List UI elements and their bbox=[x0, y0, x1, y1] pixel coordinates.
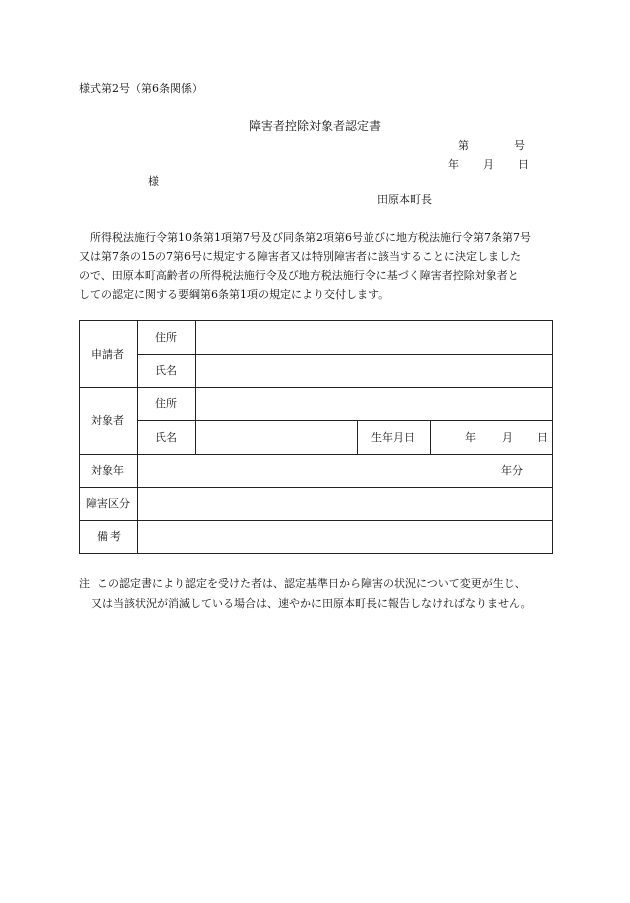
col-divider bbox=[430, 420, 431, 454]
certificate-form-table bbox=[79, 320, 553, 554]
number-prefix: 第 bbox=[458, 139, 469, 152]
row-divider bbox=[80, 487, 552, 488]
birth-year: 年 bbox=[465, 431, 476, 444]
date-month: 月 bbox=[483, 158, 494, 171]
col-divider bbox=[195, 321, 196, 454]
body-line: しての認定に関する要綱第6条第1項の規定により交付します。 bbox=[79, 288, 390, 301]
row-divider bbox=[80, 454, 552, 455]
form-number: 様式第2号（第6条関係） bbox=[79, 82, 203, 95]
remarks-label: 備考 bbox=[97, 530, 123, 543]
applicant-name-label: 氏名 bbox=[155, 364, 177, 377]
target-year-label: 対象年 bbox=[91, 464, 124, 477]
footnote-line: 又は当該状況が消滅している場合は、速やかに田原本町長に報告しなければなりません。 bbox=[91, 597, 532, 610]
footnote bbox=[79, 574, 559, 614]
body-line: 又は第7条の15の7第6号に規定する障害者又は特別障害者に該当することに決定しました bbox=[79, 250, 521, 263]
body-line: ので、田原本町高齢者の所得税法施行令及び地方税法施行令に基づく障害者控除対象者と bbox=[79, 269, 519, 282]
row-divider bbox=[137, 420, 552, 421]
applicant-address-label: 住所 bbox=[155, 331, 177, 344]
subject-name-label: 氏名 bbox=[155, 431, 177, 444]
footnote-text: この認定書により認定を受けた者は、認定基準日から障害の状況について変更が生じ、 bbox=[97, 577, 526, 590]
body-line: 所得税法施行令第10条第1項第7号及び同条第2項第6号並びに地方税法施行令第7条第7号 bbox=[79, 231, 531, 244]
number-suffix: 号 bbox=[514, 139, 525, 152]
subject-address-label: 住所 bbox=[155, 397, 177, 410]
footnote-mark: 注 bbox=[79, 577, 90, 590]
date-day: 日 bbox=[518, 158, 529, 171]
issuer-name: 田原本町長 bbox=[377, 193, 432, 206]
birth-day: 日 bbox=[537, 431, 548, 444]
document-title: 障害者控除対象者認定書 bbox=[248, 119, 381, 133]
date-year: 年 bbox=[448, 158, 459, 171]
body-paragraph bbox=[79, 228, 555, 304]
recipient-suffix: 様 bbox=[148, 175, 159, 188]
row-divider bbox=[80, 387, 552, 388]
birth-month: 月 bbox=[502, 431, 513, 444]
footnote-line bbox=[79, 574, 559, 594]
col-divider bbox=[357, 420, 358, 454]
disability-category-label: 障害区分 bbox=[86, 497, 130, 510]
row-divider bbox=[80, 520, 552, 521]
row-divider bbox=[137, 354, 552, 355]
applicant-label: 申請者 bbox=[91, 348, 124, 361]
subject-label: 対象者 bbox=[91, 414, 124, 427]
target-year-suffix: 年分 bbox=[501, 464, 523, 477]
col-divider bbox=[137, 321, 138, 553]
birthdate-label: 生年月日 bbox=[371, 431, 415, 444]
